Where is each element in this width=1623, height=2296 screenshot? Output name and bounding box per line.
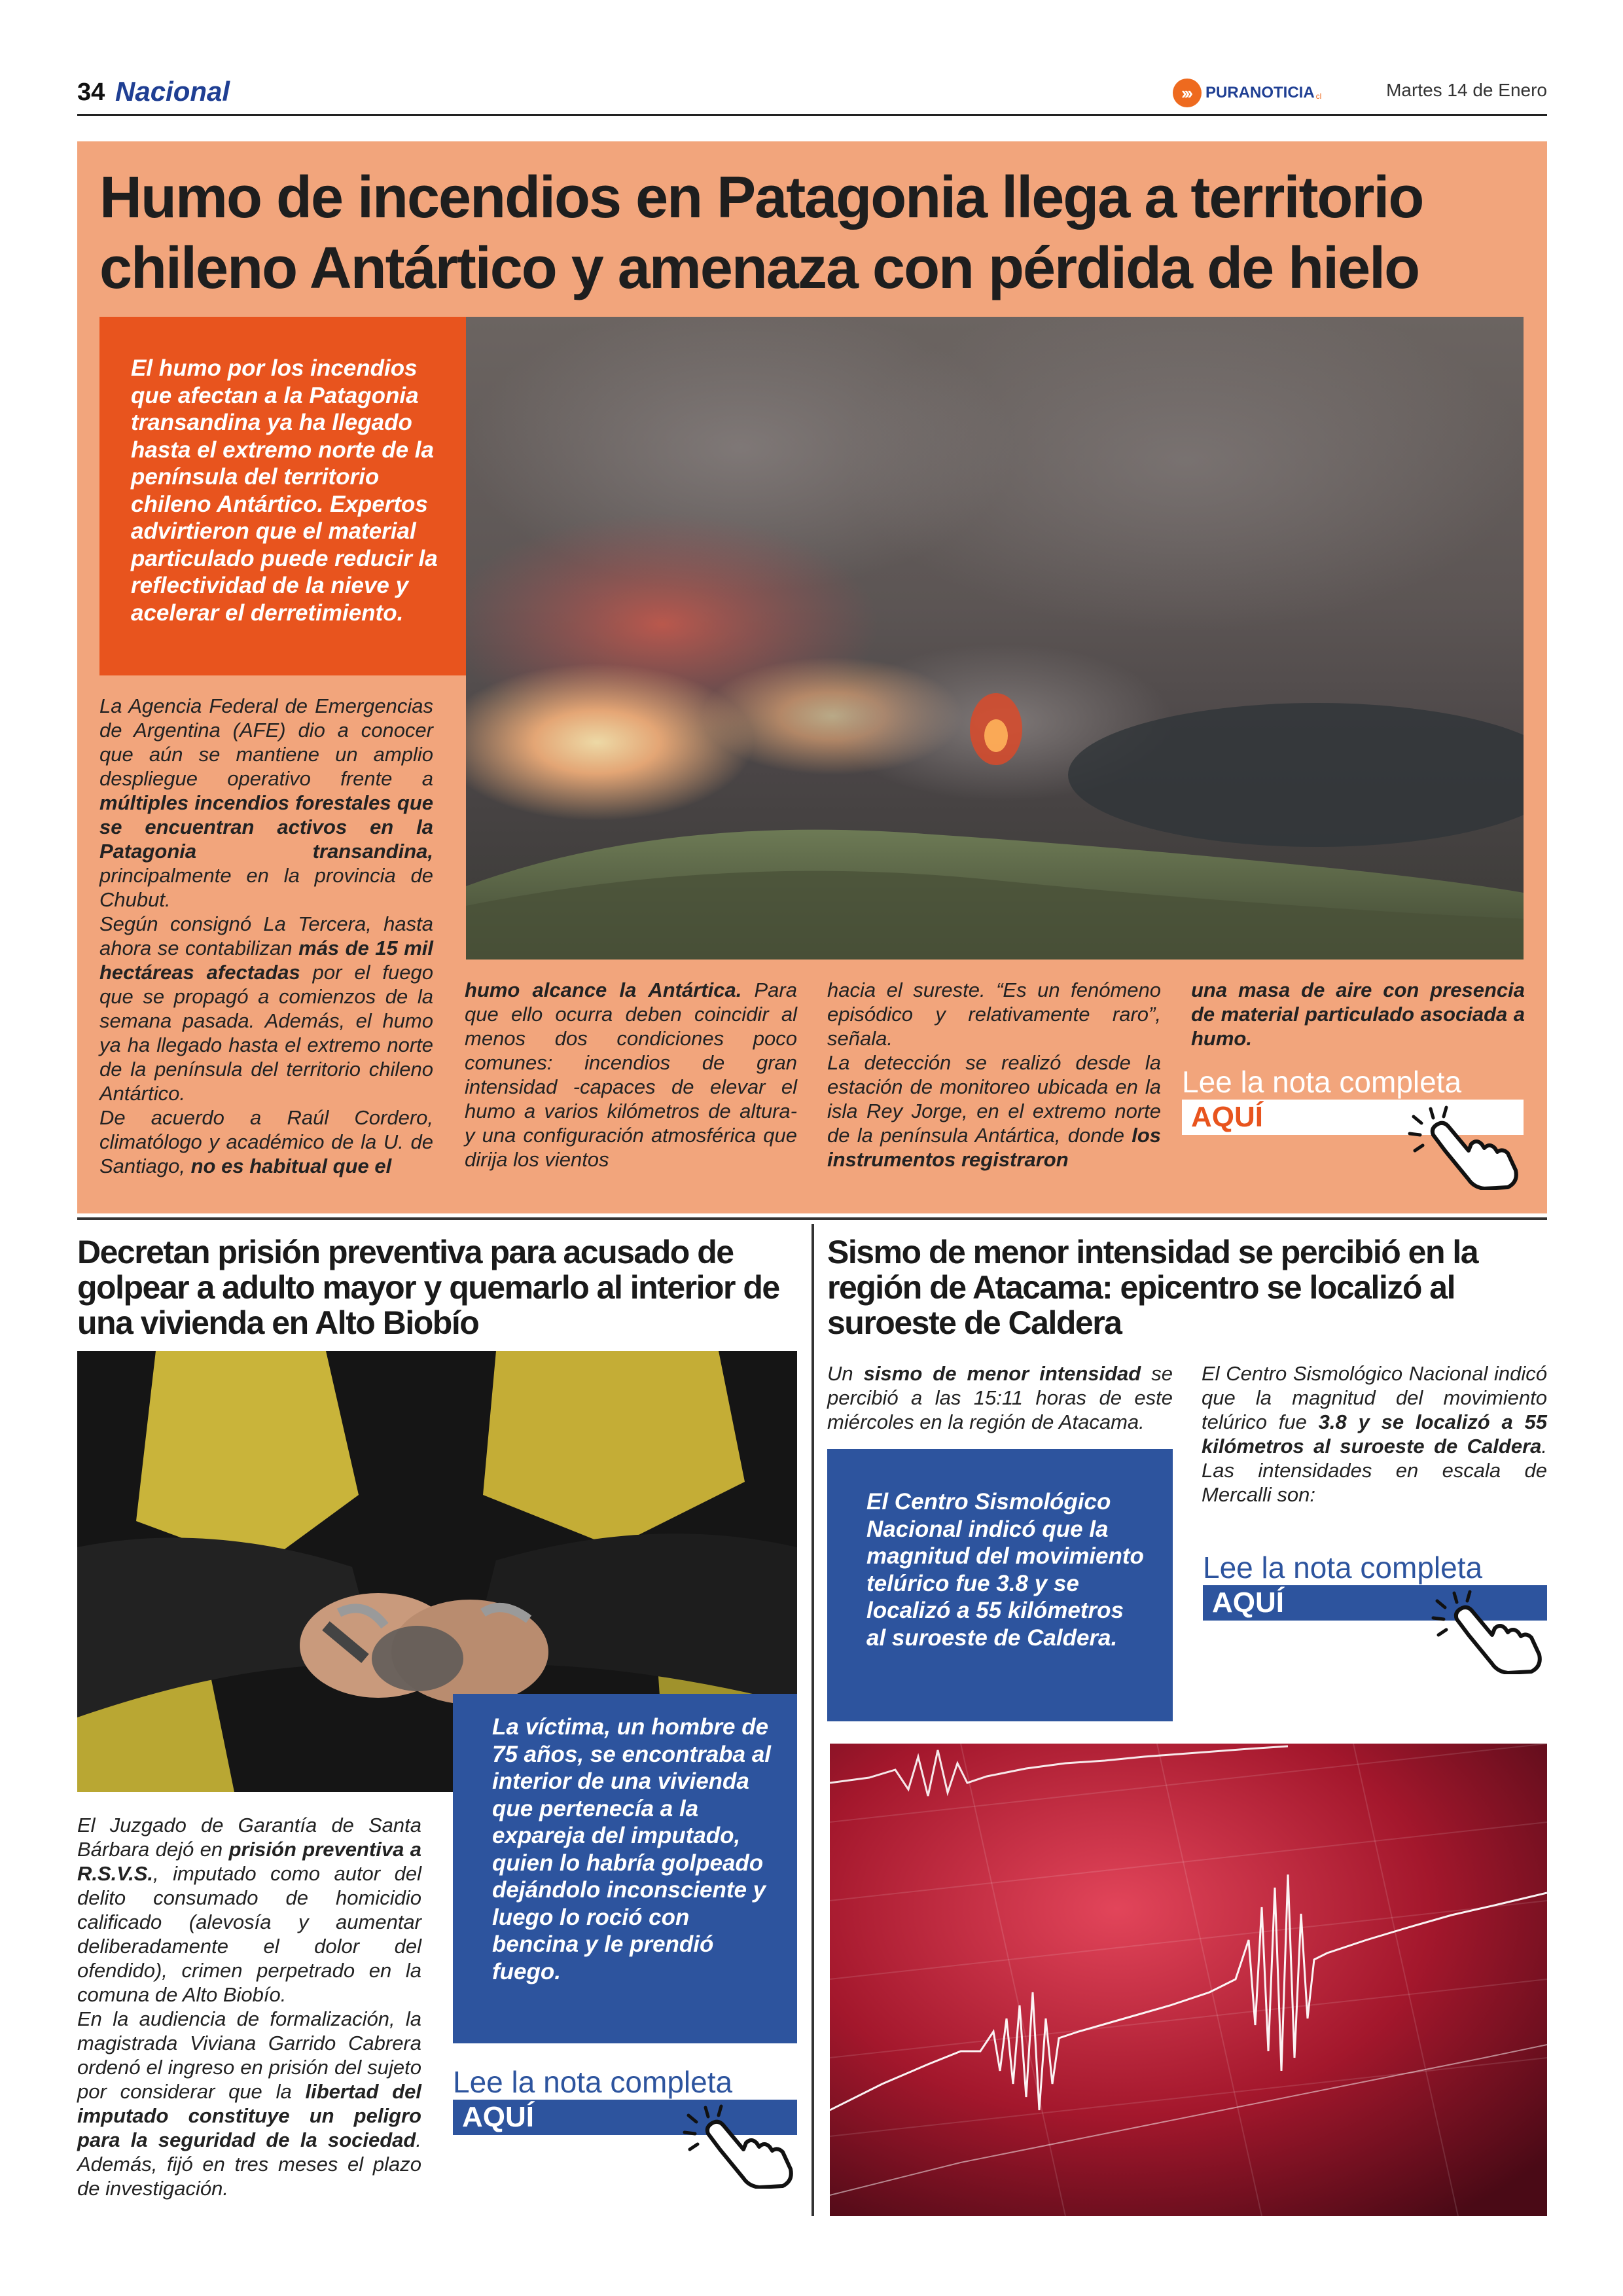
body-paragraph: La detección se realizó desde la estación de monitoreo ubicada en la isla Rey Jorge, en el extremo norte de la península Antártica, donde los instrumentos registraron — [827, 1051, 1161, 1171]
logo-text: PURANOTICIA — [1205, 84, 1315, 101]
section-name: Nacional — [115, 76, 230, 107]
logo-chevrons-icon: ››› — [1173, 79, 1202, 107]
body-paragraph: Un sismo de menor intensidad se percibió a las 15:11 horas de este miércoles en la región de Atacama. — [827, 1362, 1173, 1433]
column-divider — [812, 1224, 814, 2216]
read-more-button[interactable]: AQUÍ — [1203, 1585, 1547, 1621]
read-more-button[interactable]: AQUÍ — [1182, 1100, 1524, 1135]
title-line-2: chileno Antártico y amenaza con pérdida de hielo — [99, 236, 1419, 301]
article-3-quote: El Centro Sismológico Nacional indicó que la magnitud del movimiento telúrico fue 3.8 y se localizó a 55 kilómetros al suroeste de Caldera. — [866, 1489, 1144, 1651]
site-logo[interactable] — [1173, 79, 1321, 107]
article-2-quote: La víctima, un hombre de 75 años, se encontraba al interior de una vivienda que pertenecía a la expareja del imputado, quien lo habría golpeado dejándolo inconsciente y luego lo roció con bencina y le prendió fuego. — [492, 1714, 772, 1984]
wildfire-smoke-photo — [466, 317, 1524, 960]
body-paragraph: humo alcance la Antártica. Para que ello ocurra deben coincidir al menos dos condiciones poco comunes: incendios de gran intensidad -capaces de elevar el humo a varios kilómetros de altura- y una configuración atmosférica que dirija los vientos — [465, 978, 797, 1171]
body-paragraph: hacia el sureste. “Es un fenómeno episódico y relativamente raro”, señala. — [827, 978, 1161, 1050]
featured-body-col-1 — [99, 694, 433, 1178]
body-paragraph: En la audiencia de formalización, la magistrada Viviana Garrido Cabrera ordenó el ingreso en prisión del sujeto por considerar que la libertad del imputado constituye un peligro para la seguridad de la sociedad. Además, fijó en tres meses el plazo de investigación. — [77, 2007, 421, 2200]
article-3-title: Sismo de menor intensidad se percibió en la región de Atacama: epicentro se localizó al suroeste de Caldera — [827, 1234, 1478, 1341]
article-2-body — [77, 1813, 421, 2200]
body-paragraph: La Agencia Federal de Emergencias de Argentina (AFE) dio a conocer que aún se mantiene un amplio despliegue operativo frente a múltiples incendios forestales que se encuentran activos en la Patagonia transandina, principalmente en la provincia de Chubut. — [99, 694, 433, 911]
featured-lead-text: El humo por los incendios que afectan a la Patagonia transandina ya ha llegado hasta el extremo norte de la península del territorio chileno Antártico. Expertos advirtieron que el material particulado puede reducir la reflectividad de la nieve y acelerar el derretimiento. — [131, 355, 438, 626]
body-paragraph: una masa de aire con presencia de material particulado asociada a humo. — [1191, 978, 1525, 1050]
article-3-body-col-1 — [827, 1361, 1173, 1434]
read-more-label: Lee la nota completa — [453, 2065, 733, 2099]
featured-article-title — [99, 162, 1539, 304]
read-more-button[interactable]: AQUÍ — [453, 2100, 797, 2135]
article-2-title: Decretan prisión preventiva para acusado de golpear a adulto mayor y quemarlo al interior de una vivienda en Alto Biobío — [77, 1234, 779, 1341]
section-divider — [77, 1217, 1547, 1220]
featured-body-col-3 — [827, 978, 1161, 1172]
body-paragraph: Según consignó La Tercera, hasta ahora se contabilizan más de 15 mil hectáreas afectadas por el fuego que se propagó a comienzos de la semana pasada. Además, el humo ya ha llegado hasta el extremo norte de la península del territorio chileno Antártico. — [99, 912, 433, 1105]
featured-body-col-4 — [1191, 978, 1525, 1050]
issue-date: Martes 14 de Enero — [1386, 80, 1547, 100]
pointing-hand-icon — [1429, 1589, 1547, 1674]
body-paragraph: El Juzgado de Garantía de Santa Bárbara dejó en prisión preventiva a R.S.V.S., imputado como autor del delito consumado de homicidio calificado (alevosía y aumentar deliberadamente el dolor del ofendido), crimen perpetrado en la comuna de Alto Biobío. — [77, 1814, 421, 2006]
read-more-label: Lee la nota completa — [1182, 1065, 1462, 1099]
logo-suffix: cl — [1315, 92, 1322, 101]
title-line-1: Humo de incendios en Patagonia llega a territorio — [99, 165, 1423, 230]
pointing-hand-icon — [1406, 1105, 1524, 1190]
header-rule — [77, 114, 1547, 116]
article-3-quote-box — [827, 1449, 1173, 1721]
pointing-hand-icon — [681, 2104, 798, 2189]
body-paragraph: El Centro Sismológico Nacional indicó que la magnitud del movimiento telúrico fue 3.8 y se localizó a 55 kilómetros al suroeste de Caldera. Las intensidades en escala de Mercalli son: — [1202, 1362, 1547, 1506]
article-2-quote-box — [453, 1694, 797, 2043]
body-paragraph: De acuerdo a Raúl Cordero, climatólogo y académico de la U. de Santiago, no es habitual que el — [99, 1106, 433, 1177]
featured-body-col-2 — [465, 978, 797, 1172]
article-3-body-col-2 — [1202, 1361, 1547, 1507]
page-number: 34 — [77, 79, 105, 106]
featured-lead-box — [99, 317, 466, 675]
read-more-label: Lee la nota completa — [1203, 1551, 1483, 1585]
seismograph-photo — [830, 1744, 1547, 2216]
